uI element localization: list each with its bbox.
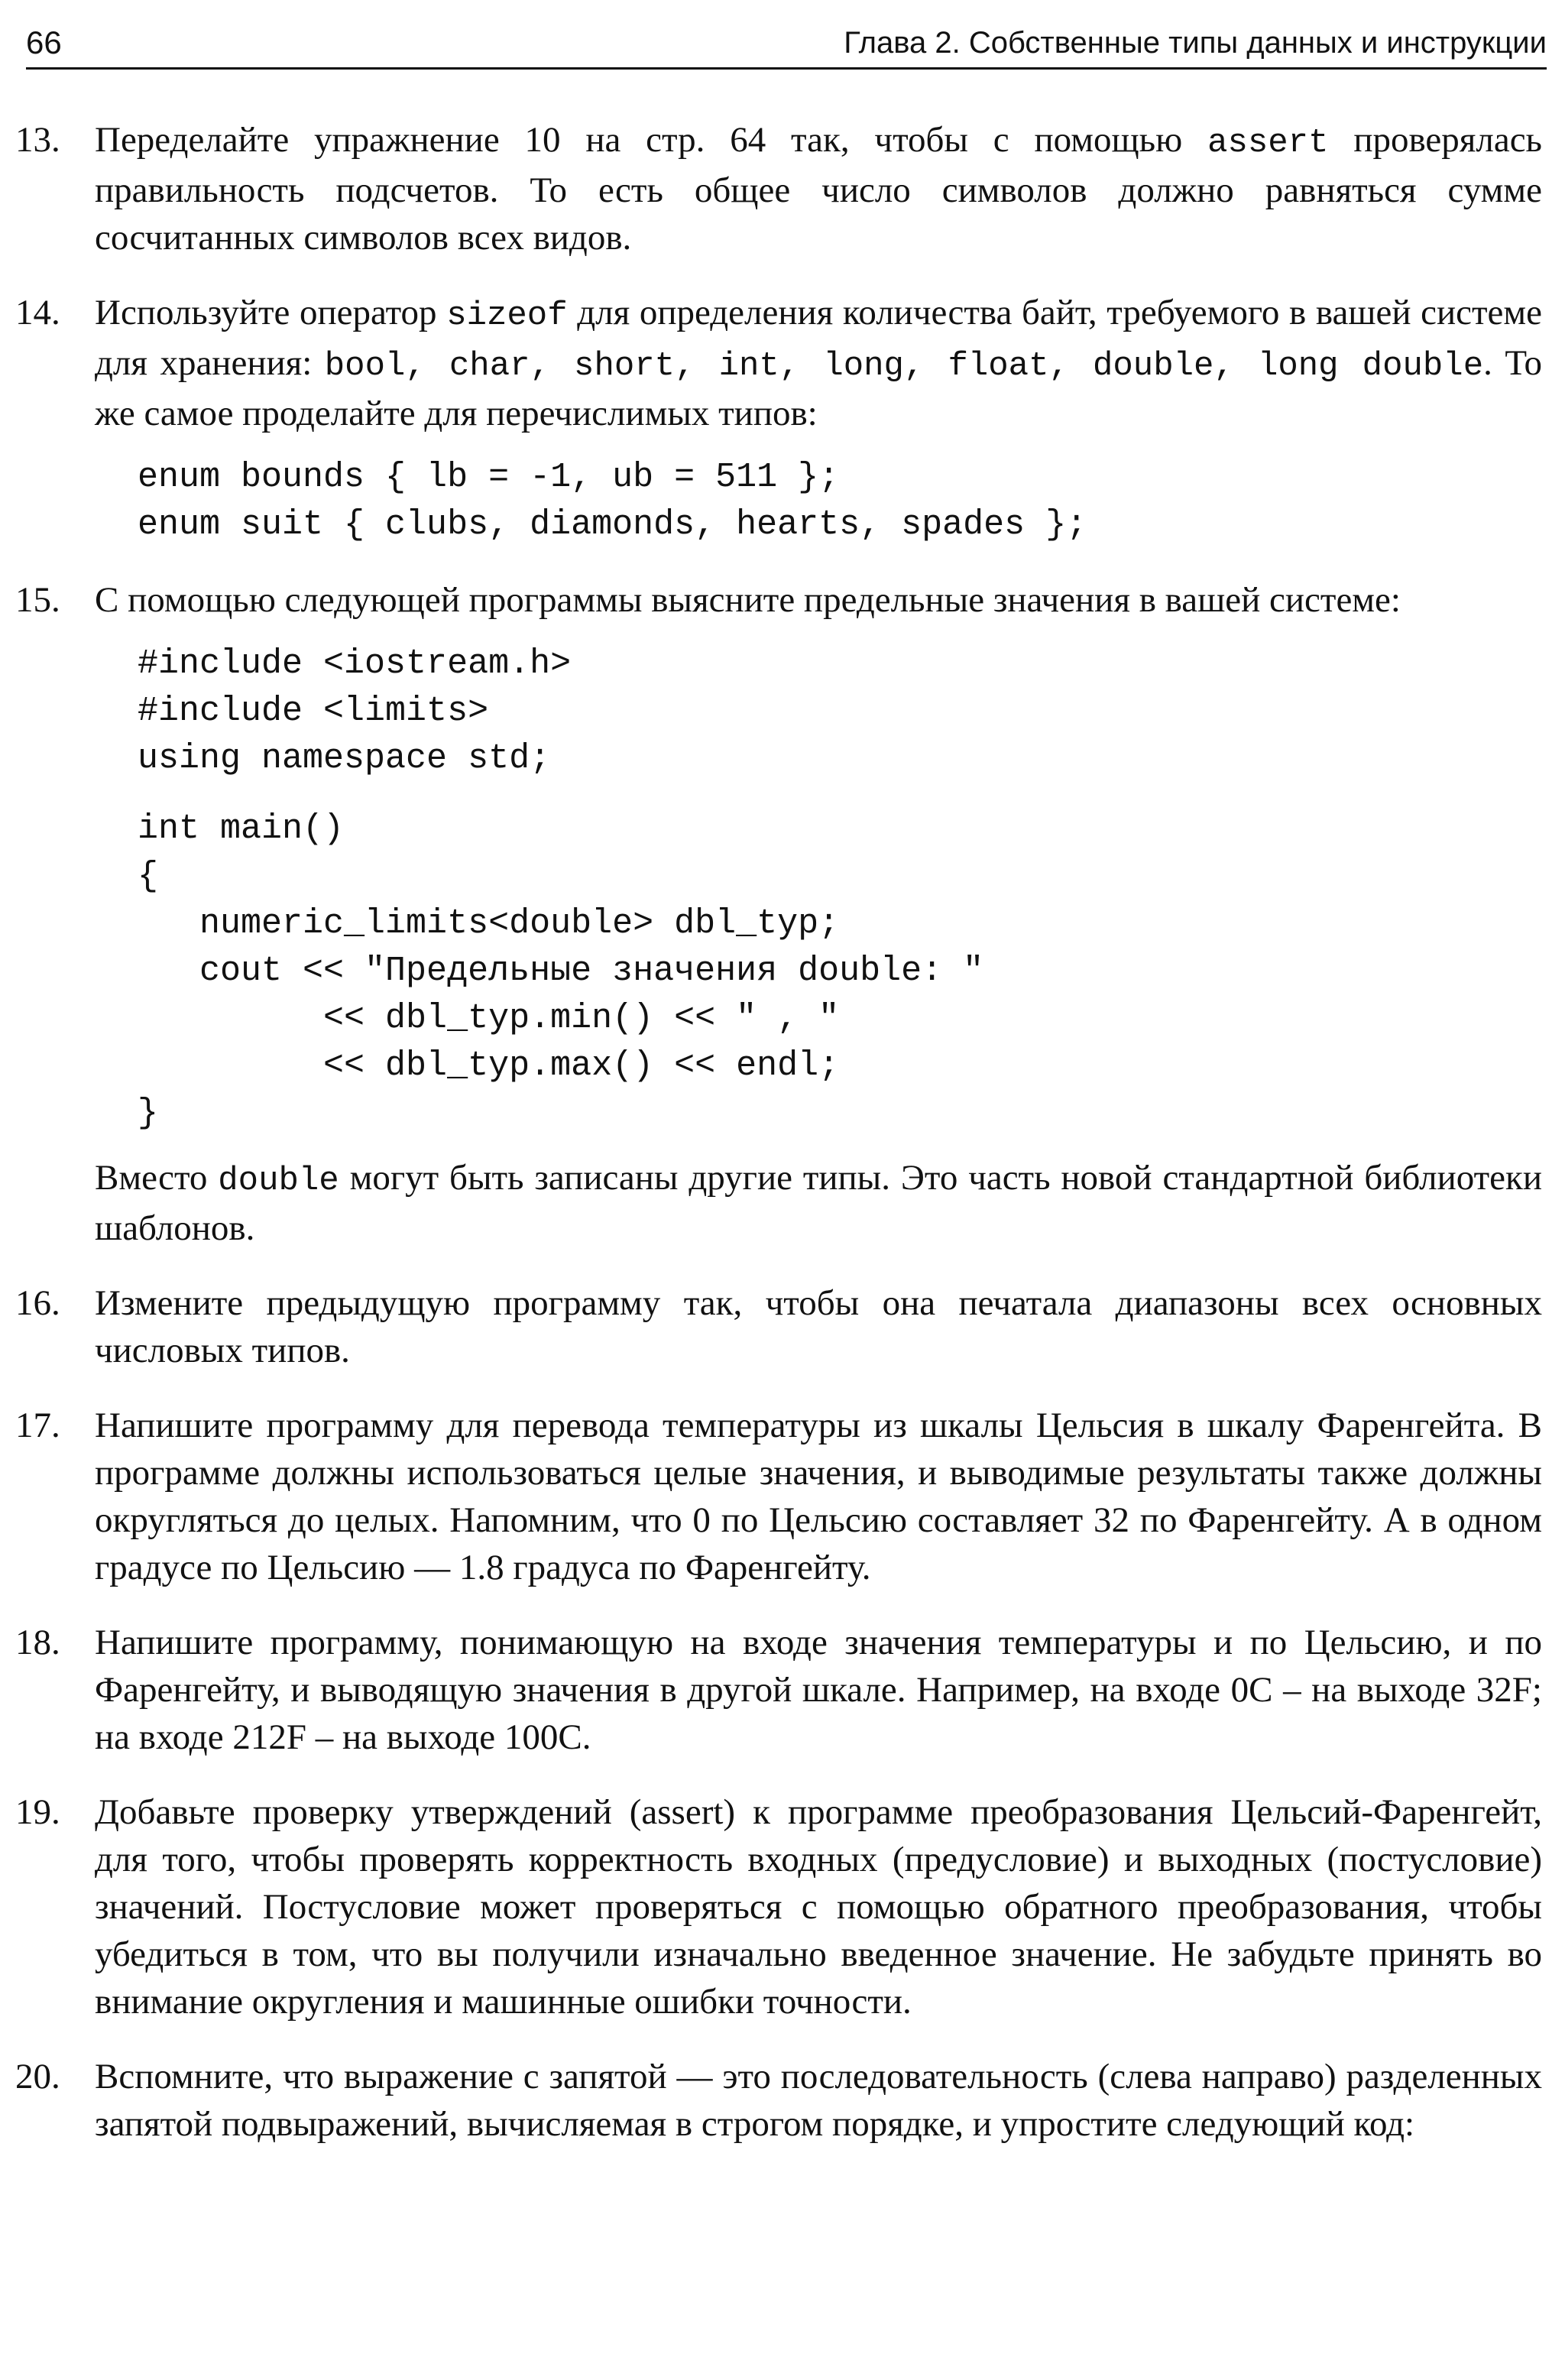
inline-code: assert: [1207, 124, 1329, 162]
exercise-14: [0, 289, 1565, 549]
inline-code: sizeof: [446, 297, 568, 335]
code-line: cout << "Предельные значения double: ": [138, 952, 984, 991]
exercise-text: С помощью следующей программы выясните предельные значения в вашей системе:: [95, 580, 1401, 620]
exercise-text: Переделайте упражнение 10 на стр. 64 так, чтобы с помощью assert проверялась правильность подсчетов. То есть общее число символов должно равняться сумме сосчитанных символов всех видов.: [95, 120, 1542, 258]
code-line: << dbl_typ.min() << " , ": [138, 999, 840, 1038]
exercise-text: Используйте оператор sizeof для определения количества байт, требуемого в вашей системе для хранения: bool, char, short, int, long, float, double, long double. То же самое проделайте для перечислимых типов:: [95, 293, 1543, 433]
code-line: numeric_limits<double> dbl_typ;: [138, 904, 840, 943]
page-header: [26, 21, 1547, 70]
code-block: [138, 454, 1542, 549]
exercise-17: [0, 1402, 1565, 1591]
exercise-note: Вместо double могут быть записаны другие типы. Это часть новой стандартной библиотеки шаблонов.: [95, 1158, 1542, 1248]
code-line: {: [138, 857, 159, 896]
exercise-16: [0, 1279, 1565, 1374]
code-line: using namespace std;: [138, 739, 551, 778]
chapter-title: Глава 2. Собственные типы данных и инструкции: [844, 26, 1547, 60]
exercise-number: 16.: [15, 1283, 60, 1323]
exercise-text: Добавьте проверку утверждений (assert) к программе преобразования Цельсий-Фаренгейт, для того, чтобы проверять корректность входных (предусловие) и выходных (постусловие) значений. Постусловие может проверяться с помощью обратного преобразования, чтобы убедиться в том, что вы получили изначально введенное значение. Не забудьте принять во внимание округления и машинные ошибки точности.: [95, 1792, 1542, 2022]
code-line: #include <limits>: [138, 692, 489, 731]
code-line: << dbl_typ.max() << endl;: [138, 1046, 840, 1085]
exercise-18: [0, 1619, 1565, 1761]
exercise-text: Измените предыдущую программу так, чтобы она печатала диапазоны всех основных числовых типов.: [95, 1283, 1542, 1370]
code-line: }: [138, 1094, 159, 1133]
page-number: 66: [26, 24, 62, 60]
exercise-number: 19.: [15, 1792, 60, 1832]
code-line: int main(): [138, 809, 345, 848]
code-line: enum suit { clubs, diamonds, hearts, spades };: [138, 505, 1087, 544]
exercise-number: 18.: [15, 1623, 60, 1662]
exercise-list: [0, 116, 1565, 2175]
exercise-19: [0, 1788, 1565, 2025]
code-block: [138, 640, 1542, 1137]
exercise-text: Напишите программу, понимающую на входе значения температуры и по Цельсию, и по Фаренгейту, и выводящую значения в другой шкале. Например, на входе 0С – на выходе 32F; на входе 212F – на выходе 100С.: [95, 1623, 1542, 1757]
inline-code: bool, char, short, int, long, float, double, long double: [324, 347, 1484, 385]
exercise-number: 20.: [15, 2057, 60, 2096]
inline-code: double: [218, 1162, 339, 1200]
exercise-number: 17.: [15, 1406, 60, 1445]
exercise-15: [0, 576, 1565, 1252]
exercise-20: [0, 2053, 1565, 2148]
exercise-number: 14.: [15, 293, 60, 332]
exercise-13: [0, 116, 1565, 261]
exercise-number: 13.: [15, 120, 60, 160]
exercise-text: Вспомните, что выражение с запятой — это последовательность (слева направо) разделенных запятой подвыражений, вычисляемая в строгом порядке, и упростите следующий код:: [95, 2057, 1542, 2144]
exercise-text: Напишите программу для перевода температуры из шкалы Цельсия в шкалу Фаренгейта. В программе должны использоваться целые значения, и выводимые результаты также должны округляться до целых. Напомним, что 0 по Цельсию составляет 32 по Фаренгейту. А в одном градусе по Цельсию — 1.8 градуса по Фаренгейту.: [95, 1406, 1542, 1587]
code-line: #include <iostream.h>: [138, 644, 572, 683]
code-line: enum bounds { lb = -1, ub = 511 };: [138, 458, 840, 497]
exercise-number: 15.: [15, 580, 60, 620]
